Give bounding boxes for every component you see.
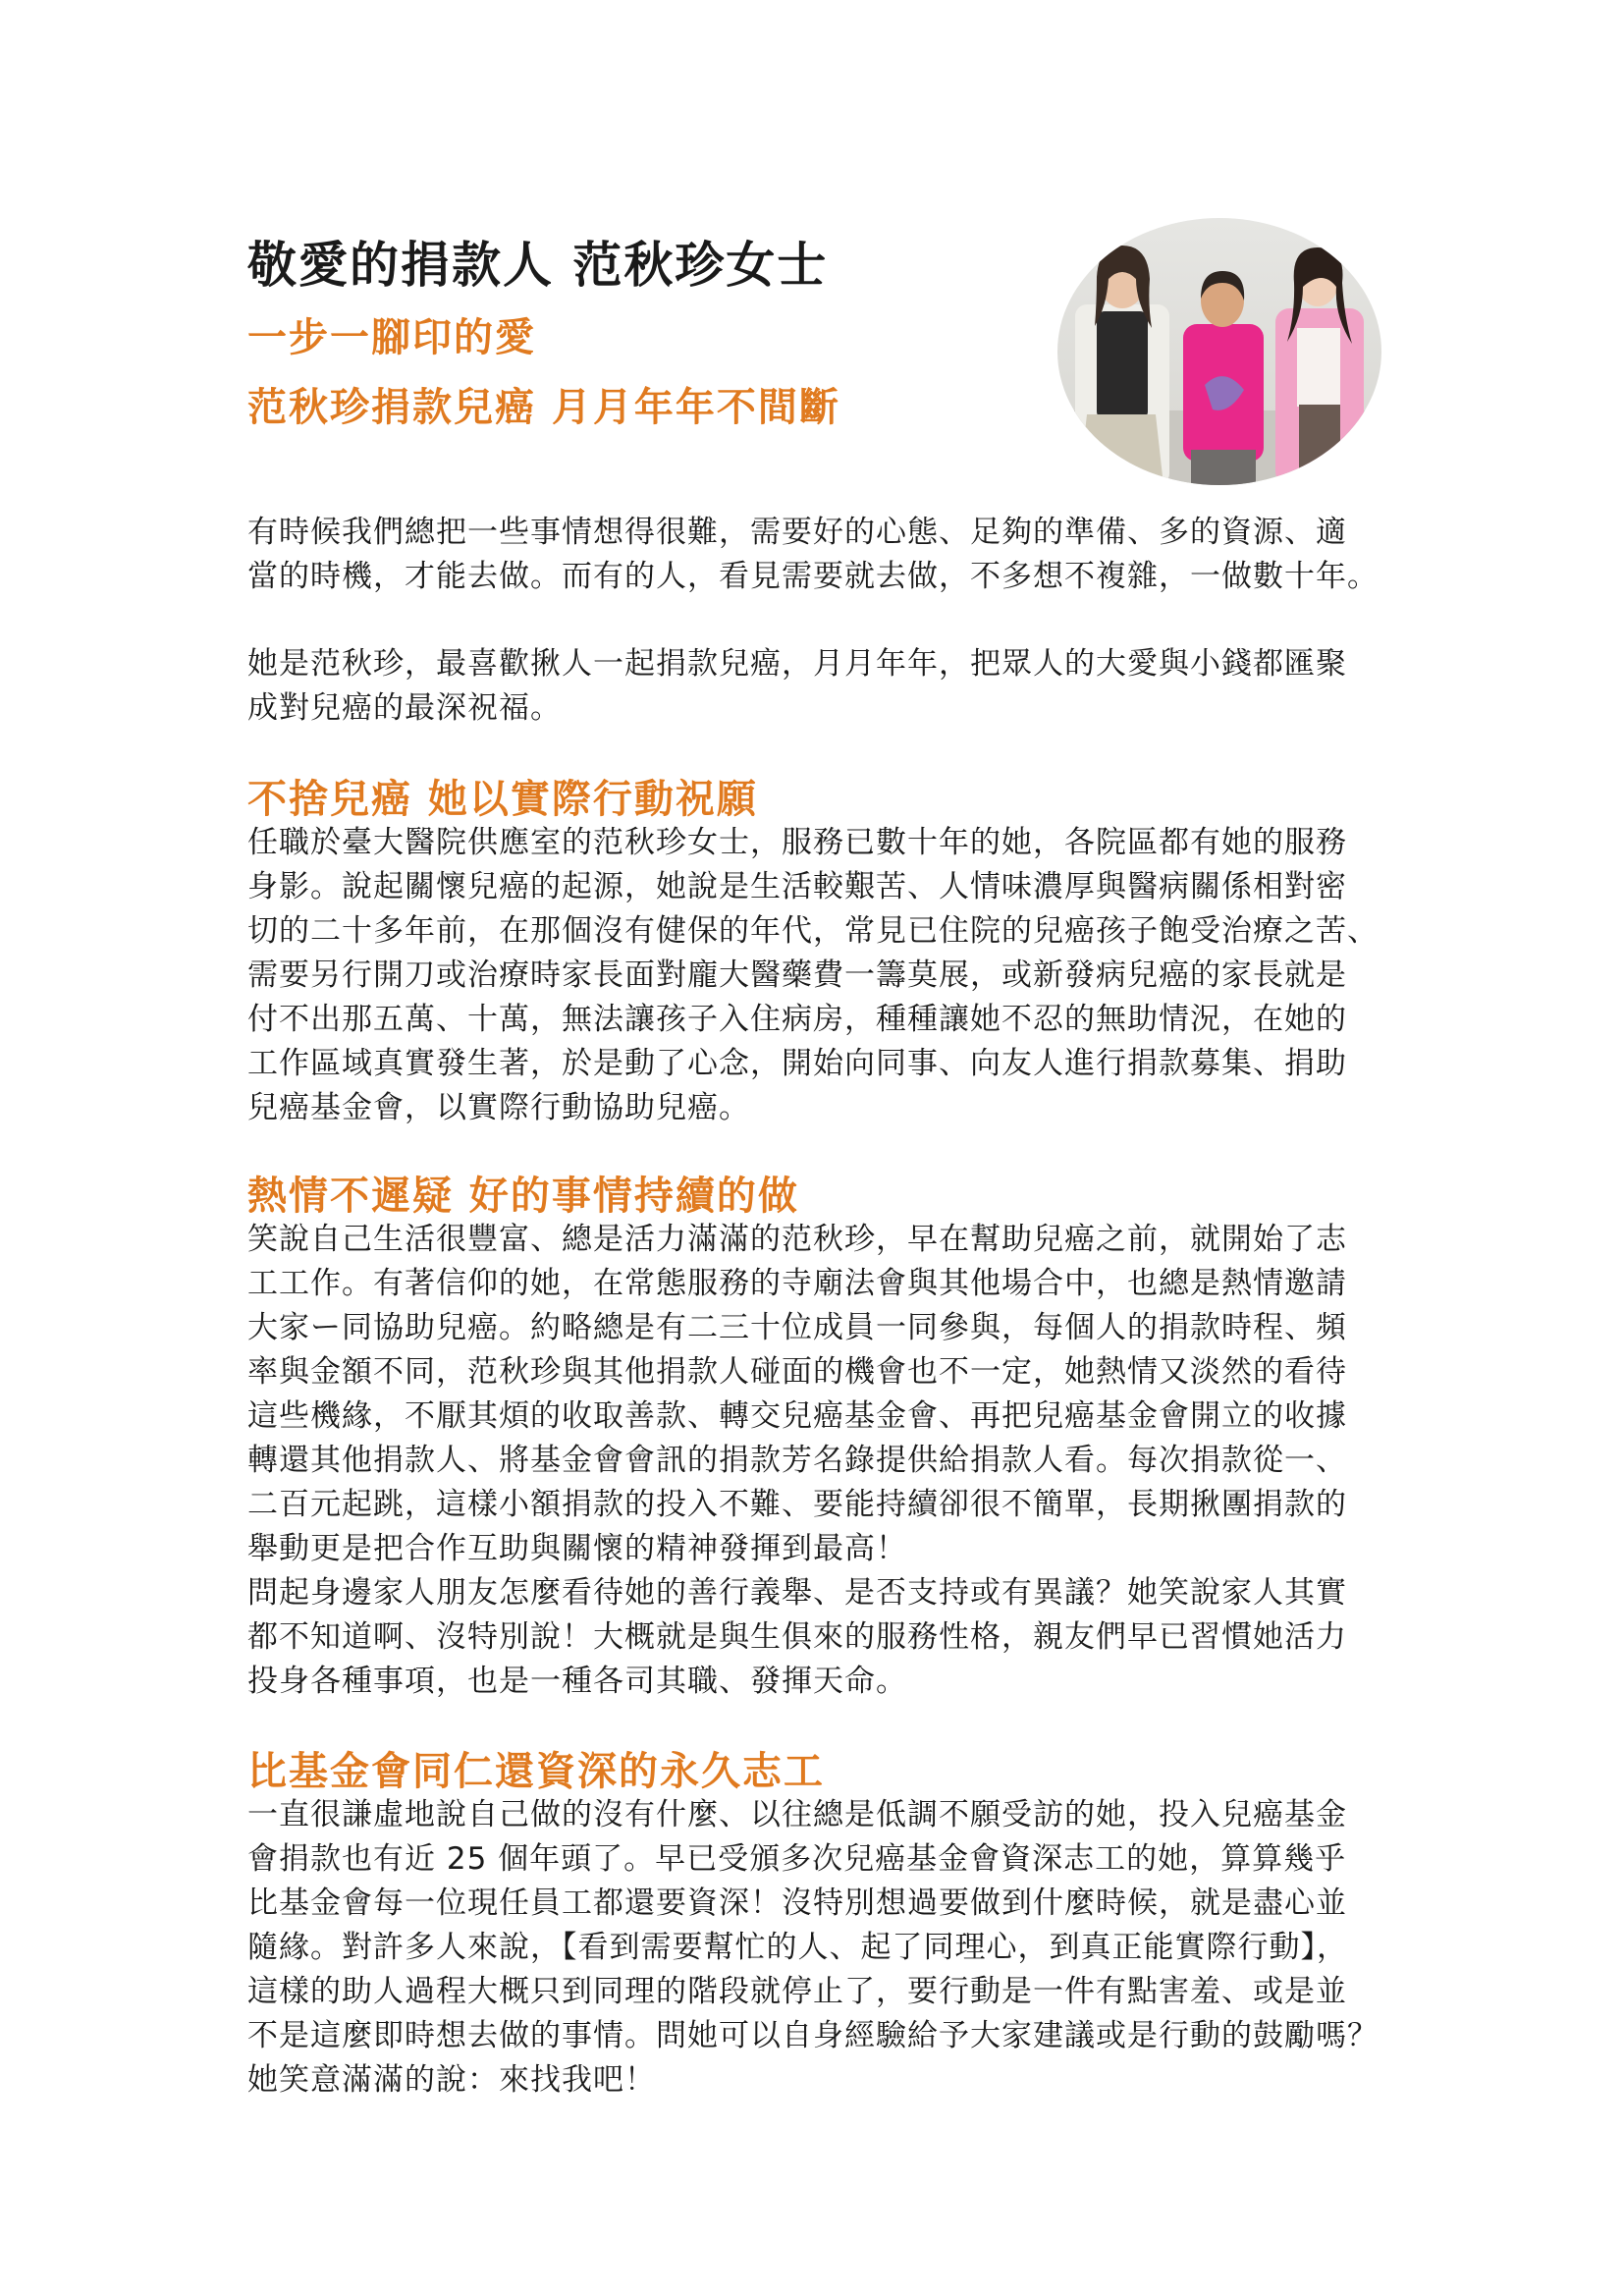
section-body-3 [247,1793,1406,2103]
subtitle-headline: 范秋珍捐款兒癌 月月年年不間斷 [247,385,840,430]
paragraph-line: 這些機緣，不厭其煩的收取善款、轉交兒癌基金會、再把兒癌基金會開立的收據 [247,1398,1347,1434]
paragraph-line: 任職於臺大醫院供應室的范秋珍女士，服務已數十年的她，各院區都有她的服務 [247,825,1347,860]
paragraph-line: 舉動更是把合作互助與關懷的精神發揮到最高！ [247,1531,907,1566]
subtitle-slogan: 一步一腳印的愛 [247,315,536,360]
donor-photo [1057,218,1381,485]
intro-paragraph-2 [247,642,1406,731]
paragraph-line: 當的時機，才能去做。而有的人，看見需要就去做，不多想不複雜，一做數十年。 [247,559,1379,594]
paragraph-line: 她是范秋珍，最喜歡揪人一起捐款兒癌，月月年年，把眾人的大愛與小錢都匯聚 [247,646,1347,682]
paragraph-line: 成對兒癌的最深祝福。 [247,690,562,726]
donor-photo-illustration [1057,218,1381,485]
section-body-2 [247,1218,1406,1704]
paragraph-line: 隨緣。對許多人來說，【看到需要幫忙的人、起了同理心，到真正能實際行動】， [247,1930,1348,1965]
paragraph-line: 這樣的助人過程大概只到同理的階段就停止了，要行動是一件有點害羞、或是並 [247,1974,1347,2009]
paragraph-line: 大家ー同協助兒癌。約略總是有二三十位成員一同參與，每個人的捐款時程、頻 [247,1310,1347,1345]
paragraph-line: 切的二十多年前，在那個沒有健保的年代，常見已住院的兒癌孩子飽受治療之苦、 [247,913,1379,949]
paragraph-line: 兒癌基金會，以實際行動協助兒癌。 [247,1090,750,1125]
paragraph-line: 工作區域真實發生著，於是動了心念，開始向同事、向友人進行捐款募集、捐助 [247,1046,1347,1081]
paragraph-line: 投身各種事項，也是一種各司其職、發揮天命。 [247,1664,907,1699]
page-title: 敬愛的捐款人 范秋珍女士 [247,237,829,294]
paragraph-line: 一直很謙虛地說自己做的沒有什麼、以往總是低調不願受訪的她，投入兒癌基金 [247,1797,1347,1832]
section-heading-2: 熱情不遲疑 好的事情持續的做 [247,1174,799,1219]
paragraph-line: 比基金會每一位現任員工都還要資深！沒特別想過要做到什麼時候，就是盡心並 [247,1886,1347,1921]
paragraph-line: 二百元起跳，這樣小額捐款的投入不難、要能持續卻很不簡單，長期揪團捐款的 [247,1487,1347,1522]
paragraph-line: 問起身邊家人朋友怎麼看待她的善行義舉、是否支持或有異議？她笑說家人其實 [247,1575,1347,1611]
paragraph-line: 轉還其他捐款人、將基金會會訊的捐款芳名錄提供給捐款人看。每次捐款從一、 [247,1443,1347,1478]
paragraph-line: 工工作。有著信仰的她，在常態服務的寺廟法會與其他場合中，也總是熱情邀請 [247,1266,1347,1301]
paragraph-line: 笑說自己生活很豐富、總是活力滿滿的范秋珍，早在幫助兒癌之前，就開始了志 [247,1222,1347,1257]
paragraph-line: 率與金額不同，范秋珍與其他捐款人碰面的機會也不一定，她熱情又淡然的看待 [247,1354,1347,1390]
section-body-1 [247,821,1406,1130]
paragraph-line: 她笑意滿滿的說：來找我吧！ [247,2062,656,2098]
section-heading-1: 不捨兒癌 她以實際行動祝願 [247,777,758,822]
paragraph-line: 需要另行開刀或治療時家長面對龐大醫藥費一籌莫展，或新發病兒癌的家長就是 [247,957,1347,993]
paragraph-line: 付不出那五萬、十萬，無法讓孩子入住病房，種種讓她不忍的無助情況，在她的 [247,1002,1347,1037]
intro-paragraph-1 [247,511,1406,599]
paragraph-line: 都不知道啊、沒特別說！大概就是與生俱來的服務性格，親友們早已習慣她活力 [247,1619,1347,1655]
section-heading-3: 比基金會同仁還資深的永久志工 [247,1749,825,1794]
paragraph-line: 不是這麼即時想去做的事情。問她可以自身經驗給予大家建議或是行動的鼓勵嗎？ [247,2018,1379,2053]
paragraph-line: 身影。說起關懷兒癌的起源，她說是生活較艱苦、人情味濃厚與醫病關係相對密 [247,869,1347,904]
paragraph-line: 有時候我們總把一些事情想得很難，需要好的心態、足夠的準備、多的資源、適 [247,515,1347,550]
paragraph-line: 會捐款也有近 25 個年頭了。早已受頒多次兒癌基金會資深志工的她，算算幾乎 [247,1841,1347,1877]
